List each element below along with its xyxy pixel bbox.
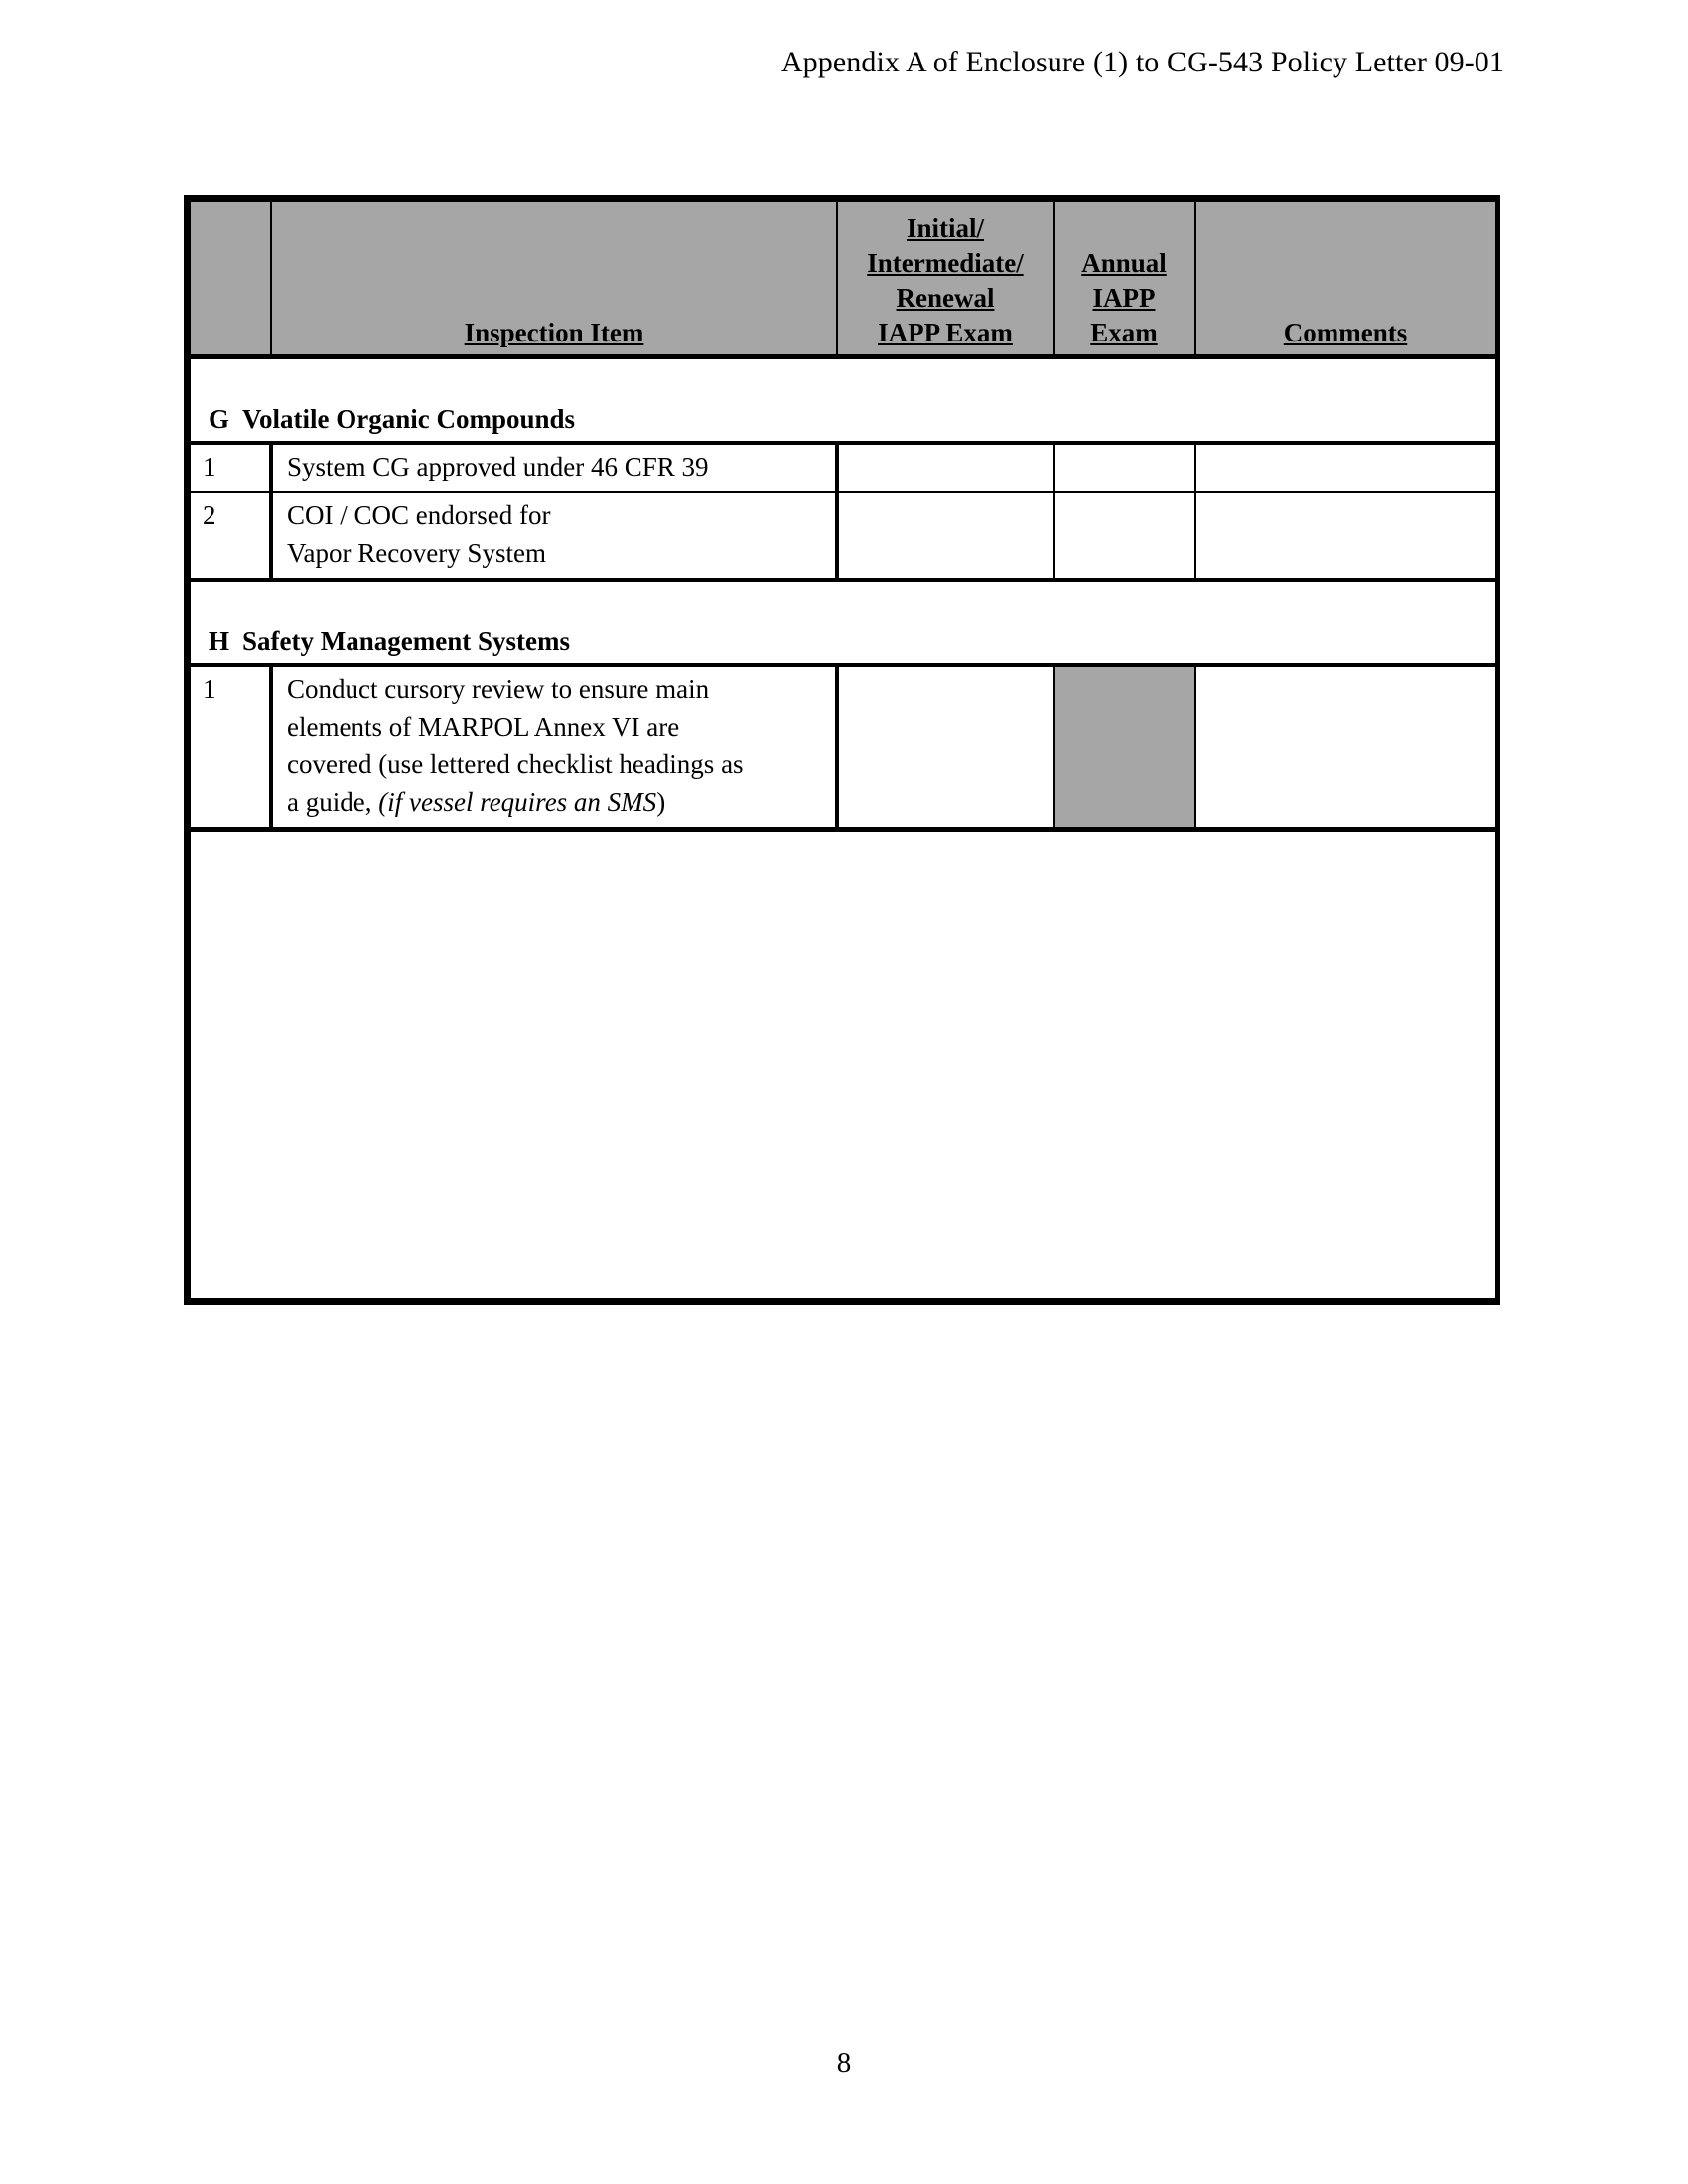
column-header-inspection-item: Inspection Item xyxy=(271,201,837,357)
table-row xyxy=(190,443,1496,492)
row-number: 1 xyxy=(190,665,271,830)
section-heading-row-h xyxy=(190,580,1496,665)
cell-annual-exam-not-applicable xyxy=(1054,665,1195,830)
section-title-h: Safety Management Systems xyxy=(242,626,570,656)
cell-initial-exam[interactable] xyxy=(837,665,1054,830)
row-inspection-item: System CG approved under 46 CFR 39 xyxy=(271,443,837,492)
cell-comments[interactable] xyxy=(1195,443,1496,492)
cell-initial-exam[interactable] xyxy=(837,443,1054,492)
table-row xyxy=(190,492,1496,580)
cell-annual-exam[interactable] xyxy=(1054,443,1195,492)
column-header-annual-iapp-exam: Annual IAPP Exam xyxy=(1054,201,1195,357)
page-number: 8 xyxy=(836,2047,852,2079)
row-inspection-item: Conduct cursory review to ensure main elements of MARPOL Annex VI are covered (use lettered checklist headings as a guide, (if vessel requires an SMS) xyxy=(271,665,837,830)
section-heading-row-g xyxy=(190,357,1496,444)
row-inspection-item-last-line: a guide, (if vessel requires an SMS) xyxy=(287,787,666,817)
running-header: Appendix A of Enclosure (1) to CG-543 Policy Letter 09-01 xyxy=(780,46,1504,78)
section-heading-h xyxy=(190,580,1496,665)
column-header-initial-intermediate-renewal-iapp-exam: Initial/ Intermediate/ Renewal IAPP Exam xyxy=(837,201,1054,357)
row-inspection-item: COI / COC endorsed for Vapor Recovery System xyxy=(271,492,837,580)
inspection-checklist-table xyxy=(184,195,1500,1305)
section-letter-h: H xyxy=(209,626,230,656)
section-letter-g: G xyxy=(209,404,230,434)
cell-annual-exam[interactable] xyxy=(1054,492,1195,580)
notes-area-cell[interactable] xyxy=(190,830,1496,1300)
column-header-number xyxy=(190,201,271,357)
row-number: 1 xyxy=(190,443,271,492)
row-number: 2 xyxy=(190,492,271,580)
cell-initial-exam[interactable] xyxy=(837,492,1054,580)
cell-comments[interactable] xyxy=(1195,665,1496,830)
table-row xyxy=(190,665,1496,830)
section-title-g: Volatile Organic Compounds xyxy=(242,404,576,434)
cell-comments[interactable] xyxy=(1195,492,1496,580)
table-header-row xyxy=(190,201,1496,357)
notes-area-row xyxy=(190,830,1496,1300)
section-heading-g xyxy=(190,357,1496,444)
column-header-comments: Comments xyxy=(1195,201,1496,357)
